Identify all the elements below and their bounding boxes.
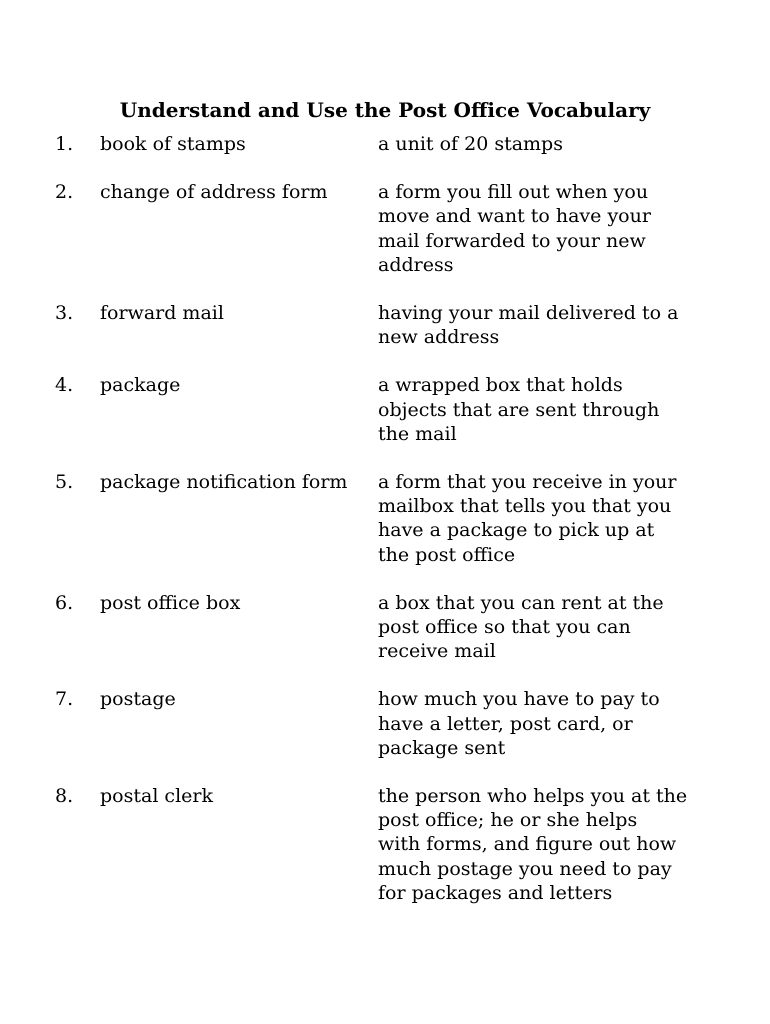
vocabulary-list [0,132,770,929]
item-definition [378,301,718,349]
definition-line: how much you have to pay to [378,688,660,711]
definition-line: receive mail [378,640,496,663]
item-number: 2. [55,181,74,204]
item-definition [378,591,718,664]
item-definition [378,373,718,446]
list-item [0,373,770,446]
list-item [0,784,770,905]
item-term: package [100,374,181,397]
definition-line: having your mail delivered to a [378,302,679,325]
definition-line: much postage you need to pay [378,857,672,880]
item-term: change of address form [100,181,328,204]
definition-line: a box that you can rent at the [378,591,664,614]
definition-line: mailbox that tells you that you [378,495,672,518]
item-number: 8. [55,785,74,808]
list-item [0,687,770,760]
definition-line: package sent [378,736,506,759]
definition-line: a form you fill out when you [378,181,649,204]
list-item [0,470,770,567]
item-term: postal clerk [100,785,213,808]
definition-line: a unit of 20 stamps [378,133,563,155]
definition-line: a wrapped box that holds [378,374,623,397]
definition-line: the post office [378,543,516,566]
item-number: 3. [55,302,74,325]
item-term: post office box [100,591,241,614]
definition-line: have a letter, post card, or [378,712,633,735]
list-item [0,132,770,156]
item-number: 7. [55,688,74,711]
definition-line: post office so that you can [378,616,631,639]
item-definition [378,132,718,156]
definition-line: the person who helps you at the [378,785,688,808]
page-title: Understand and Use the Post Office Vocabulary [119,98,651,123]
item-term: package notification form [100,471,348,494]
definition-line: have a package to pick up at [378,519,655,542]
definition-line: the mail [378,422,457,445]
item-definition [378,180,718,277]
list-item [0,180,770,277]
item-definition [378,687,718,760]
item-definition [378,470,718,567]
list-item [0,301,770,349]
definition-line: mail forwarded to your new [378,229,646,252]
definition-line: for packages and letters [378,881,613,904]
definition-line: objects that are sent through [378,398,660,421]
item-number: 5. [55,471,74,494]
item-term: book of stamps [100,133,246,155]
item-term: forward mail [100,302,224,325]
item-number: 1. [55,133,74,155]
item-number: 6. [55,591,74,614]
item-definition [378,784,718,905]
item-term: postage [100,688,176,711]
item-number: 4. [55,374,74,397]
definition-line: address [378,253,454,276]
definition-line: move and want to have your [378,205,651,228]
definition-line: post office; he or she helps [378,809,638,832]
definition-line: new address [378,326,500,349]
definition-line: a form that you receive in your [378,471,677,494]
list-item [0,591,770,664]
definition-line: with forms, and figure out how [378,833,677,856]
